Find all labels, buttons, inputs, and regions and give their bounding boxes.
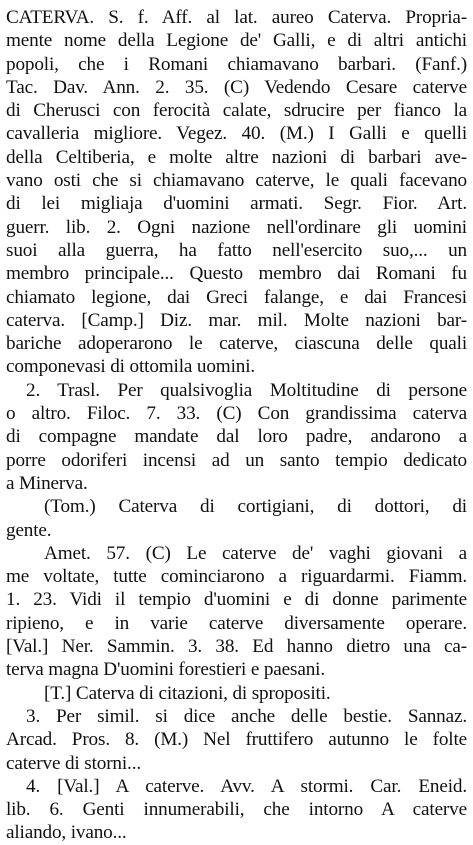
entry-line: gente. [6,519,52,541]
entry-line: cavalleria migliore. Vegez. 40. (M.) I Galli e quelli [6,123,467,145]
entry-line: mente nome della Legione de' Galli, e di altri antichi [6,30,467,52]
entry-line: a Minerva. [6,472,88,494]
entry-line: CATERVA. S. f. Aff. al lat. aureo Caterva. Propria- [6,7,467,28]
entry-line: Tac. Dav. Ann. 2. 35. (C) Vedendo Cesare caterve [6,76,467,98]
entry-line: terva magna D'uomini forestieri e paesani. [6,659,325,681]
entry-line: caterva. [Camp.] Diz. mar. mil. Molte nazioni bar- [6,309,467,331]
entry-line: membro principale... Questo membro dai Romani fu [6,263,467,285]
entry-line: caterve di storni... [6,752,141,774]
entry-line: 1. 23. Vidi il tempio d'uomini e di donne parimente [6,589,467,611]
entry-line: di lei migliaja d'uomini armati. Segr. Fior. Art. [6,193,467,215]
entry-line: [T.] Caterva di citazioni, di spropositi. [44,682,331,704]
entry-line: di Cherusci con ferocità calate, sdrucire per fianco la [6,100,467,122]
entry-line: componevasi di ottomila uomini. [6,356,256,378]
entry-line: Arcad. Pros. 8. (M.) Nel fruttifero autunno le folte [6,729,467,751]
entry-line: popoli, che i Romani chiamavano barbari. (Fanf.) [6,53,467,75]
entry-line: suoi alla guerra, ha fatto nell'esercito suo,... un [6,239,467,261]
entry-line: porre odoriferi incensi ad un santo tempio dedicato [6,449,467,471]
entry-line: guerr. lib. 2. Ogni nazione nell'ordinare gli uomini [6,216,467,238]
entry-line: me voltate, tutte cominciarono a riguardarmi. Fiamm. [6,566,467,588]
entry-line: della Celtiberia, e molte altre nazioni di barbari ave- [6,146,467,168]
sense-heading: 3. Per simil. si dice anche delle bestie. Sannaz. [26,705,467,727]
entry-line: o altro. Filoc. 7. 33. (C) Con grandissima caterva [6,403,467,425]
entry-line: Amet. 57. (C) Le caterve de' vaghi giovani a [44,542,467,564]
entry-line: lib. 6. Genti innumerabili, che intorno A caterve [6,799,467,821]
entry-line: [Val.] Ner. Sammin. 3. 38. Ed hanno dietro una ca- [6,636,467,658]
sense-heading: 2. Trasl. Per qualsivoglia Moltitudine di persone [26,379,467,401]
sense-heading: 4. [Val.] A caterve. Avv. A stormi. Car. Eneid. [26,775,467,797]
entry-line: chiamato legione, dai Greci falange, e dai Francesi [6,286,467,308]
entry-line: vano osti che si chiamavano caterve, le quali facevano [6,170,467,192]
entry-line: aliando, ivano... [6,822,127,844]
entry-line: bariche adoperarono le caterve, ciascuna delle quali [6,333,467,355]
entry-line: ripieno, e in varie caterve diversamente operare. [6,612,467,634]
entry-line: di compagne mandate dal loro padre, andarono a [6,426,467,448]
entry-line: (Tom.) Caterva di cortigiani, di dottori, di [44,496,467,518]
